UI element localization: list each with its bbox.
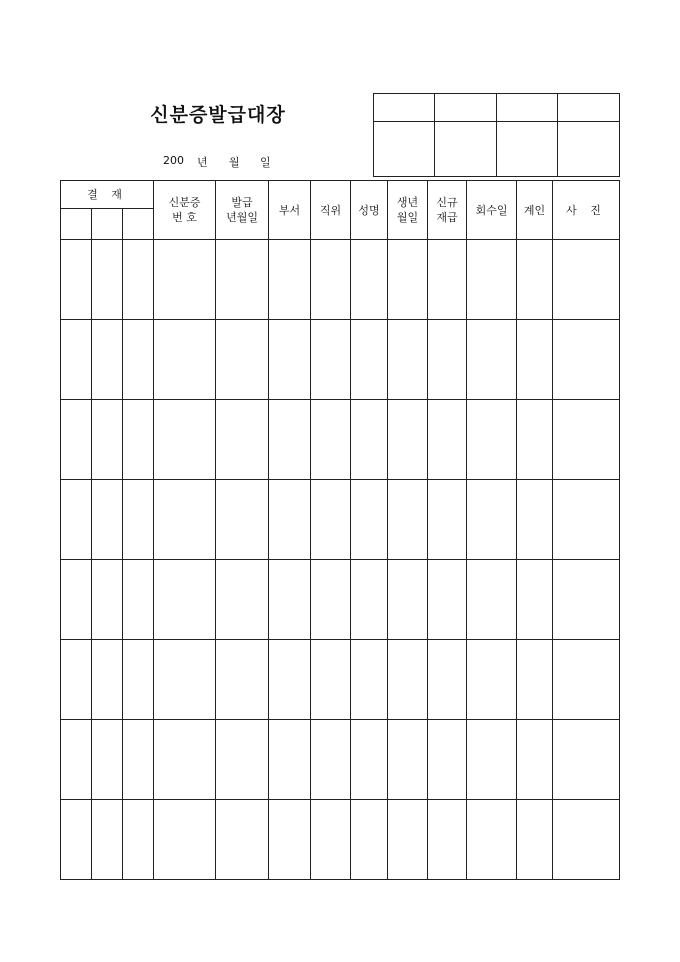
cell-approval-1[interactable] xyxy=(61,320,92,400)
cell-name[interactable] xyxy=(351,640,388,720)
cell-approval-3[interactable] xyxy=(123,560,154,640)
date-day-unit: 일 xyxy=(260,156,271,169)
cell-photo[interactable] xyxy=(553,800,620,880)
cell-department[interactable] xyxy=(269,320,311,400)
table-row xyxy=(61,640,620,720)
cell-seal[interactable] xyxy=(517,640,553,720)
approval-box xyxy=(373,93,620,177)
cell-photo[interactable] xyxy=(553,400,620,480)
cell-id-number[interactable] xyxy=(154,320,216,400)
table-row xyxy=(61,320,620,400)
cell-birth-date[interactable] xyxy=(388,640,428,720)
cell-approval-2[interactable] xyxy=(92,320,123,400)
cell-approval-2[interactable] xyxy=(92,560,123,640)
approval-sign-cell[interactable] xyxy=(374,122,435,177)
cell-photo[interactable] xyxy=(553,480,620,560)
cell-birth-date[interactable] xyxy=(388,320,428,400)
cell-approval-1[interactable] xyxy=(61,480,92,560)
cell-photo[interactable] xyxy=(553,320,620,400)
cell-issue-date[interactable] xyxy=(216,640,269,720)
cell-approval-2[interactable] xyxy=(92,240,123,320)
header-department: 부서 xyxy=(269,181,311,240)
header-return-date: 회수일 xyxy=(467,181,517,240)
cell-approval-1[interactable] xyxy=(61,560,92,640)
cell-new-reissue[interactable] xyxy=(428,480,467,560)
cell-name[interactable] xyxy=(351,800,388,880)
cell-id-number[interactable] xyxy=(154,400,216,480)
header-name: 성명 xyxy=(351,181,388,240)
cell-position[interactable] xyxy=(311,480,351,560)
approval-subcell xyxy=(123,209,154,240)
cell-id-number[interactable] xyxy=(154,240,216,320)
cell-department[interactable] xyxy=(269,400,311,480)
cell-photo[interactable] xyxy=(553,240,620,320)
approval-subcell xyxy=(61,209,92,240)
cell-position[interactable] xyxy=(311,560,351,640)
cell-department[interactable] xyxy=(269,240,311,320)
cell-birth-date[interactable] xyxy=(388,800,428,880)
cell-name[interactable] xyxy=(351,480,388,560)
table-row xyxy=(61,400,620,480)
cell-name[interactable] xyxy=(351,720,388,800)
header-photo: 사 진 xyxy=(553,181,620,240)
cell-birth-date[interactable] xyxy=(388,560,428,640)
cell-approval-2[interactable] xyxy=(92,800,123,880)
cell-new-reissue[interactable] xyxy=(428,640,467,720)
cell-approval-3[interactable] xyxy=(123,320,154,400)
form-title: 신분증발급대장 xyxy=(150,104,286,126)
issuance-ledger-table xyxy=(60,180,620,880)
cell-approval-2[interactable] xyxy=(92,720,123,800)
cell-department[interactable] xyxy=(269,640,311,720)
approval-sign-cell[interactable] xyxy=(435,122,497,177)
cell-approval-3[interactable] xyxy=(123,720,154,800)
cell-approval-2[interactable] xyxy=(92,640,123,720)
cell-approval-2[interactable] xyxy=(92,400,123,480)
header-id-number: 신분증 번 호 xyxy=(154,181,216,240)
cell-approval-2[interactable] xyxy=(92,480,123,560)
approval-title-cell xyxy=(435,94,497,122)
approval-sign-cell[interactable] xyxy=(558,122,620,177)
cell-position[interactable] xyxy=(311,640,351,720)
header-position: 직위 xyxy=(311,181,351,240)
cell-id-number[interactable] xyxy=(154,800,216,880)
approval-title-cell xyxy=(558,94,620,122)
cell-approval-3[interactable] xyxy=(123,240,154,320)
cell-photo[interactable] xyxy=(553,640,620,720)
cell-approval-3[interactable] xyxy=(123,480,154,560)
cell-id-number[interactable] xyxy=(154,720,216,800)
cell-position[interactable] xyxy=(311,320,351,400)
cell-return-date[interactable] xyxy=(467,320,517,400)
cell-return-date[interactable] xyxy=(467,560,517,640)
header-approval: 결 재 xyxy=(61,181,154,209)
table-row xyxy=(61,800,620,880)
ledger-body xyxy=(61,240,620,880)
cell-id-number[interactable] xyxy=(154,480,216,560)
cell-new-reissue[interactable] xyxy=(428,240,467,320)
cell-birth-date[interactable] xyxy=(388,720,428,800)
cell-issue-date[interactable] xyxy=(216,480,269,560)
cell-name[interactable] xyxy=(351,320,388,400)
cell-approval-3[interactable] xyxy=(123,640,154,720)
cell-seal[interactable] xyxy=(517,240,553,320)
date-year-unit: 년 xyxy=(197,156,208,169)
cell-issue-date[interactable] xyxy=(216,240,269,320)
cell-id-number[interactable] xyxy=(154,640,216,720)
approval-subcell xyxy=(92,209,123,240)
cell-return-date[interactable] xyxy=(467,720,517,800)
cell-department[interactable] xyxy=(269,560,311,640)
cell-seal[interactable] xyxy=(517,480,553,560)
cell-photo[interactable] xyxy=(553,560,620,640)
cell-issue-date[interactable] xyxy=(216,400,269,480)
cell-approval-1[interactable] xyxy=(61,720,92,800)
cell-approval-1[interactable] xyxy=(61,800,92,880)
table-row xyxy=(61,560,620,640)
cell-new-reissue[interactable] xyxy=(428,720,467,800)
cell-name[interactable] xyxy=(351,560,388,640)
cell-return-date[interactable] xyxy=(467,640,517,720)
cell-new-reissue[interactable] xyxy=(428,400,467,480)
cell-return-date[interactable] xyxy=(467,800,517,880)
header-birth-date: 생년 월일 xyxy=(388,181,428,240)
cell-birth-date[interactable] xyxy=(388,400,428,480)
table-row xyxy=(61,480,620,560)
cell-issue-date[interactable] xyxy=(216,320,269,400)
cell-name[interactable] xyxy=(351,400,388,480)
cell-photo[interactable] xyxy=(553,720,620,800)
cell-seal[interactable] xyxy=(517,800,553,880)
cell-return-date[interactable] xyxy=(467,480,517,560)
approval-title-cell xyxy=(497,94,558,122)
cell-return-date[interactable] xyxy=(467,240,517,320)
cell-approval-1[interactable] xyxy=(61,640,92,720)
date-month-unit: 월 xyxy=(229,156,240,169)
cell-return-date[interactable] xyxy=(467,400,517,480)
cell-approval-3[interactable] xyxy=(123,400,154,480)
cell-seal[interactable] xyxy=(517,320,553,400)
table-row xyxy=(61,720,620,800)
header-new-reissue: 신규 재급 xyxy=(428,181,467,240)
cell-department[interactable] xyxy=(269,480,311,560)
cell-approval-3[interactable] xyxy=(123,800,154,880)
cell-new-reissue[interactable] xyxy=(428,800,467,880)
cell-new-reissue[interactable] xyxy=(428,320,467,400)
cell-id-number[interactable] xyxy=(154,560,216,640)
cell-birth-date[interactable] xyxy=(388,480,428,560)
cell-seal[interactable] xyxy=(517,400,553,480)
cell-name[interactable] xyxy=(351,240,388,320)
header-seal: 계인 xyxy=(517,181,553,240)
cell-position[interactable] xyxy=(311,400,351,480)
cell-position[interactable] xyxy=(311,240,351,320)
approval-title-cell xyxy=(374,94,435,122)
table-row xyxy=(61,240,620,320)
approval-sign-cell[interactable] xyxy=(497,122,558,177)
cell-birth-date[interactable] xyxy=(388,240,428,320)
cell-position[interactable] xyxy=(311,800,351,880)
cell-approval-1[interactable] xyxy=(61,240,92,320)
header-issue-date: 발급 년월일 xyxy=(216,181,269,240)
cell-issue-date[interactable] xyxy=(216,800,269,880)
cell-issue-date[interactable] xyxy=(216,720,269,800)
cell-seal[interactable] xyxy=(517,560,553,640)
date-year: 200 xyxy=(163,154,184,167)
cell-issue-date[interactable] xyxy=(216,560,269,640)
cell-seal[interactable] xyxy=(517,720,553,800)
cell-approval-1[interactable] xyxy=(61,400,92,480)
cell-position[interactable] xyxy=(311,720,351,800)
cell-new-reissue[interactable] xyxy=(428,560,467,640)
cell-department[interactable] xyxy=(269,720,311,800)
cell-department[interactable] xyxy=(269,800,311,880)
